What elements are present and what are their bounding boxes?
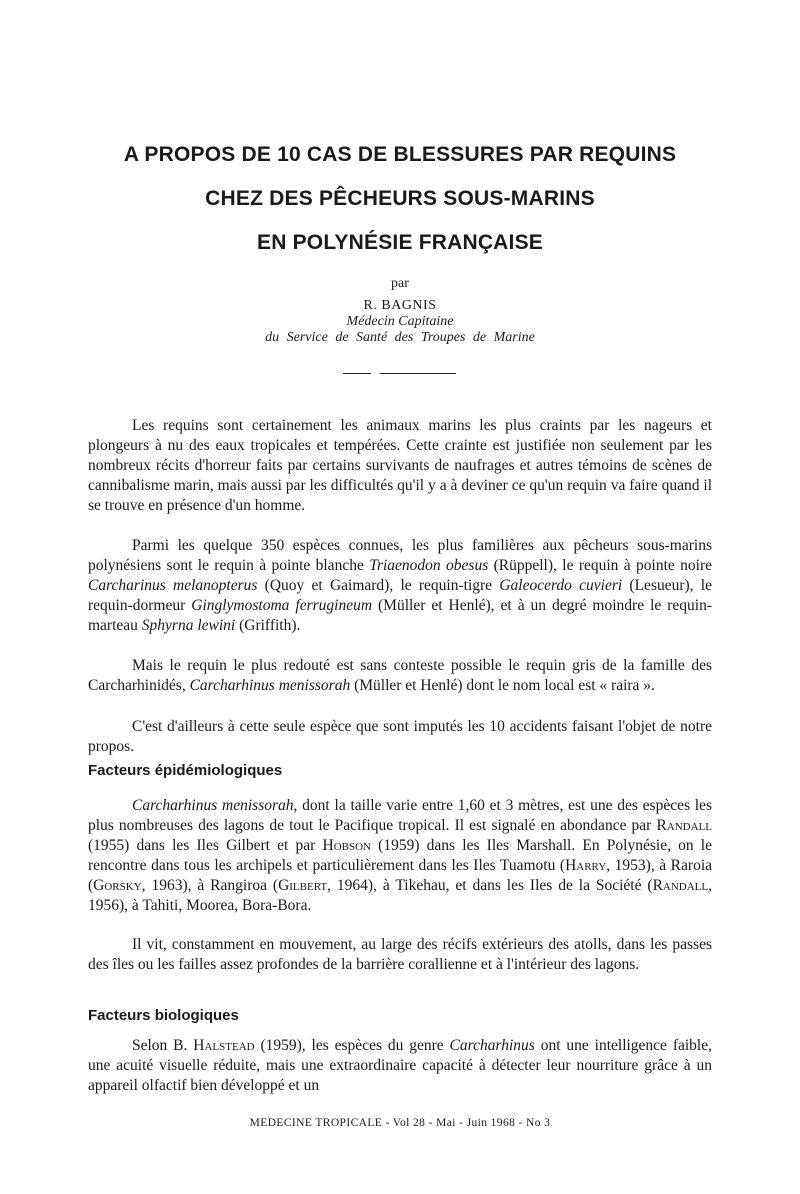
citation-author: Gorsky — [93, 877, 142, 894]
author-name: R. BAGNIS — [363, 298, 437, 313]
citation-author: Halstead — [193, 1037, 255, 1054]
epidemiology-paragraph-2 — [88, 935, 712, 975]
section-heading-epidemiology: Facteurs épidémiologiques — [88, 762, 283, 779]
separator-rule-short — [343, 373, 371, 374]
citation-author: Randall — [656, 817, 712, 834]
intro-paragraph-2: Parmi les quelque 350 espèces connues, les plus familières aux pêcheurs sous-marins polynésiens sont le requin à pointe blanche Triaenodon obesus (Rüppell), le requin à pointe noire Carcharinus melanopterus (Quoy et Gaimard), le requin-tigre Galeocerdo cuvieri (Lesueur), le requin-dormeur Ginglymostoma ferrugineum (Müller et Henlé), et à un degré moindre le requin-marteau Sphyrna lewini (Griffith). — [88, 537, 712, 634]
journal-footer: MEDECINE TROPICALE - Vol 28 - Mai - Juin 1968 - No 3 — [249, 1117, 551, 1129]
byline-par: par — [391, 276, 409, 291]
author-service: du Service de Santé des Troupes de Marine — [265, 330, 535, 345]
genus-name: Carcharhinus — [449, 1037, 535, 1054]
intro-paragraph-1 — [88, 416, 712, 516]
title-line-2: CHEZ DES PÊCHEURS SOUS-MARINS — [205, 187, 595, 210]
species-name: Galeocerdo cuvieri — [499, 577, 623, 594]
species-name: Carcharinus melanopterus — [88, 577, 258, 594]
species-name: Ginglymostoma ferrugineum — [191, 597, 373, 614]
biology-paragraph-1: Selon B. Halstead (1959), les espèces du genre Carcharhinus ont une intelligence faible, une acuité visuelle réduite, mais une extraordinaire capacité à détecter leur nourriture grâce à un appareil olfactif bien développé et un — [88, 1037, 712, 1094]
epidemiology-paragraph-1: Carcharhinus menissorah, dont la taille varie entre 1,60 et 3 mètres, est une des espèces les plus nombreuses des lagons de tout le Pacifique tropical. Il est signalé en abondance par Randall (1955) dans les Iles Gilbert et par Hobson (1959) dans les Iles Marshall. En Polynésie, on le rencontre dans tous les archipels et particulièrement dans les Iles Tuamotu (Harry, 1953), à Raroia (Gorsky, 1963), à Rangiroa (Gilbert, 1964), à Tikehau, et dans les Iles de la Société (Randall, 1956), à Tahiti, Moorea, Bora-Bora. — [88, 797, 713, 914]
title-line-1: A PROPOS DE 10 CAS DE BLESSURES PAR REQUINS — [123, 143, 677, 166]
intro-paragraph-4-text: C'est d'ailleurs à cette seule espèce que sont imputés les 10 accidents faisant l'objet de notre propos. — [88, 718, 712, 755]
species-name: Sphyrna lewini — [141, 617, 236, 634]
species-name: Carcharhinus menissorah — [189, 677, 351, 694]
species-name: Carcharhinus menissorah, — [132, 797, 298, 814]
species-name: Triaenodon obesus — [369, 557, 489, 574]
separator-rule-long — [380, 373, 456, 374]
intro-paragraph-3: Mais le requin le plus redouté est sans conteste possible le requin gris de la famille des Carcharhinidés, Carcharhinus menissorah (Müller et Henlé) dont le nom local est « raira ». — [88, 657, 712, 694]
epidemiology-paragraph-2-text: Il vit, constamment en mouvement, au large des récifs extérieurs des atolls, dans les passes des îles ou les failles assez profondes de la barrière corallienne et à l'intérieur des lagons. — [88, 936, 712, 973]
citation-author: Randall — [652, 877, 709, 894]
intro-paragraph-4 — [88, 717, 712, 757]
citation-author: Gilbert — [278, 877, 328, 894]
author-role: Médecin Capitaine — [346, 314, 454, 329]
citation-author: Harry — [565, 857, 607, 874]
citation-author: Hobson — [322, 837, 371, 854]
section-heading-biology: Facteurs biologiques — [88, 1007, 239, 1024]
intro-paragraph-1-text: Les requins sont certainement les animaux marins les plus craints par les nageurs et plongeurs à nu des eaux tropicales et tempérées. Cette crainte est justifiée non seulement par les nombreux récits d'horreur faits par certains survivants de naufrages et autres témoins de scènes de cannibalisme marin, mais aussi par les difficultés qu'il y a à deviner ce qu'un requin va faire quand il se trouve en présence d'un homme. — [88, 417, 712, 514]
title-line-3: EN POLYNÉSIE FRANÇAISE — [256, 231, 543, 254]
